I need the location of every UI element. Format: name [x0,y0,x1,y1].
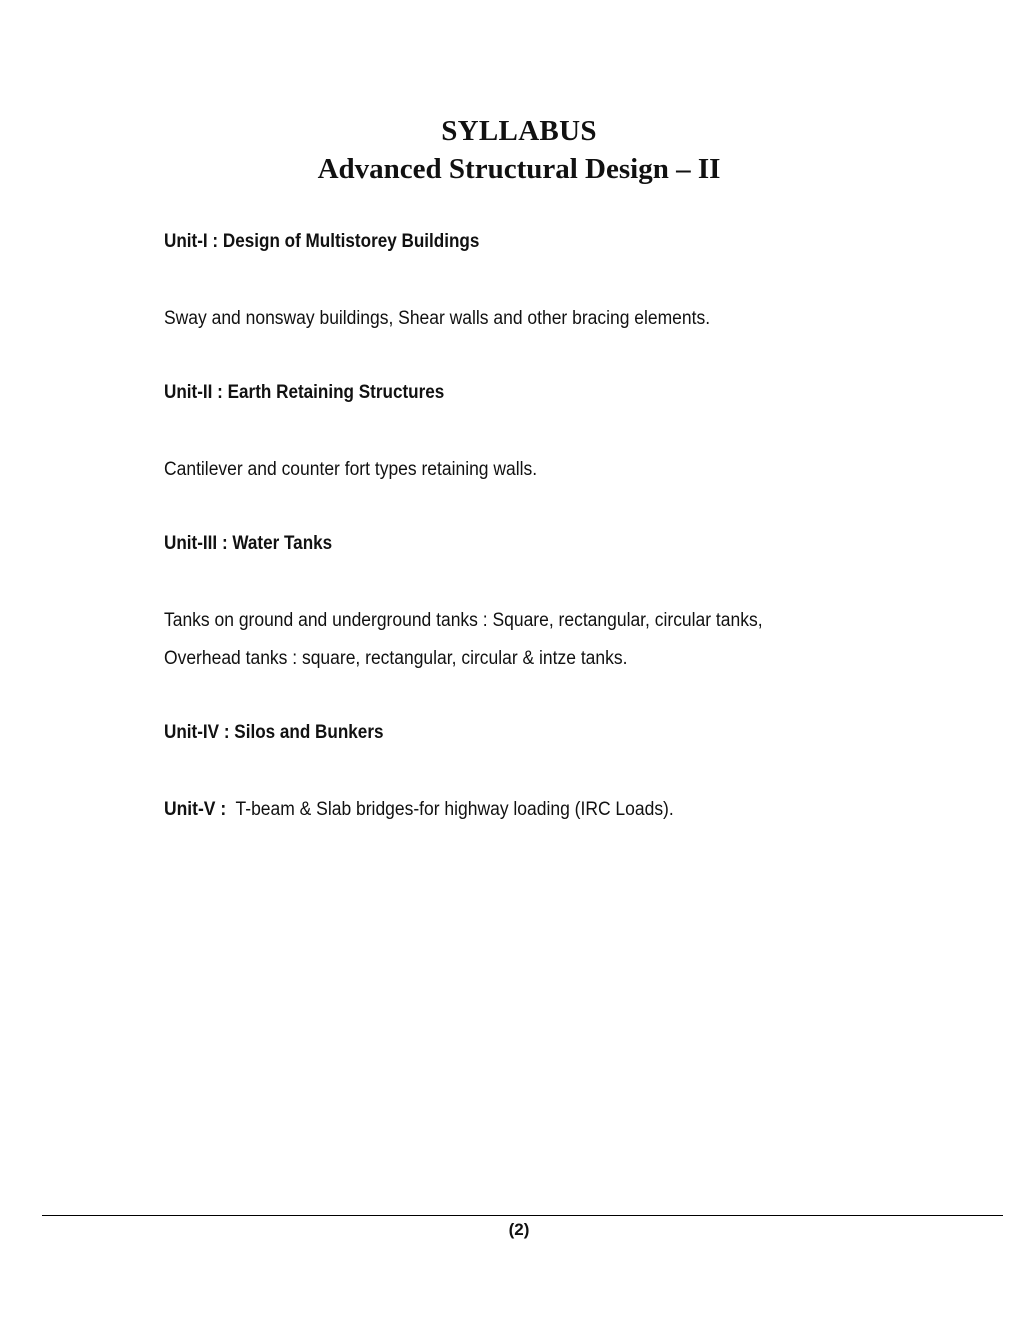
footer-divider [42,1215,1003,1216]
unit-2-heading: Unit-II : Earth Retaining Structures [164,382,445,403]
unit-2-description: Cantilever and counter fort types retaining walls. [164,459,538,480]
unit-1-heading: Unit-I : Design of Multistorey Buildings [164,231,480,252]
page-title: SYLLABUS [441,115,597,147]
unit-4-heading: Unit-IV : Silos and Bunkers [164,722,384,743]
unit-3-description-line-1: Tanks on ground and underground tanks : Square, rectangular, circular tanks, [164,610,763,631]
page-number: (2) [508,1220,530,1239]
unit-3-description-line-2: Overhead tanks : square, rectangular, circular & intze tanks. [164,648,628,669]
title-block [0,112,1020,188]
unit-5-line [164,798,674,822]
unit-5-text: T-beam & Slab bridges-for highway loading (IRC Loads). [235,799,674,820]
unit-5-label: Unit-V : [164,799,227,820]
page-subtitle: Advanced Structural Design – II [317,153,721,185]
unit-1-description: Sway and nonsway buildings, Shear walls and other bracing elements. [164,308,711,329]
unit-3-heading: Unit-III : Water Tanks [164,533,333,554]
